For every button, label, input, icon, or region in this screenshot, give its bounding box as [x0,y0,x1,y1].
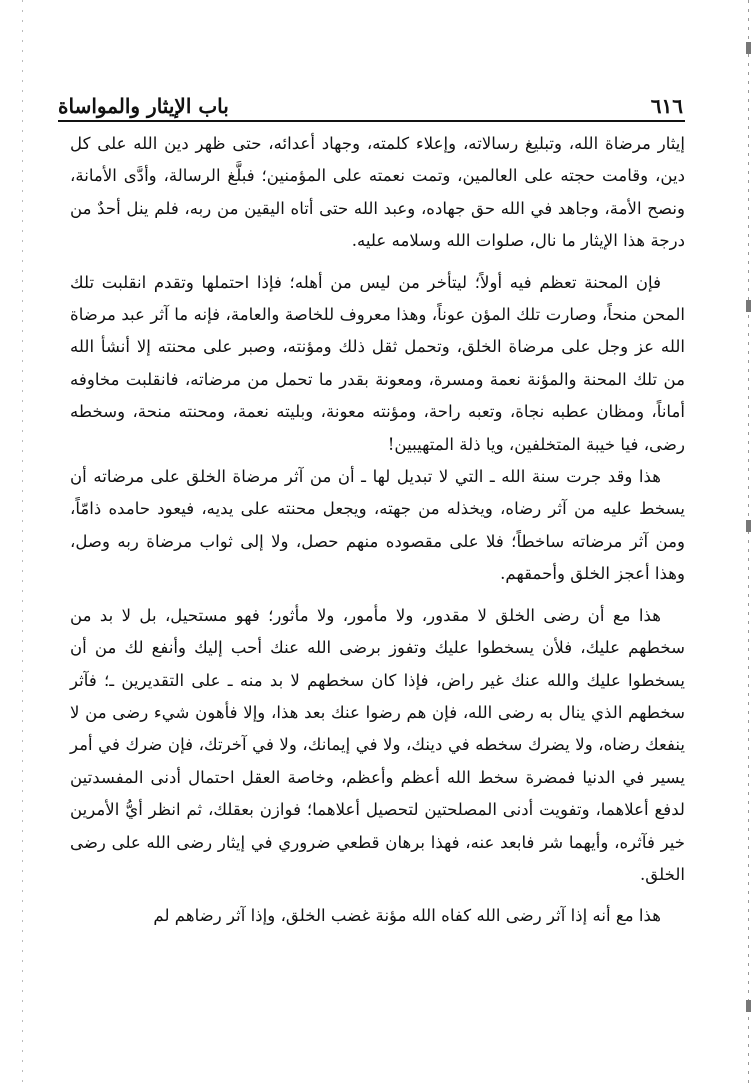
scan-edge-mark [746,1000,751,1012]
running-header [58,84,683,118]
paragraph: هذا مع أن رضى الخلق لا مقدور، ولا مأمور، ولا مأثور؛ فهو مستحيل، بل لا بد من سخطهم عليك، فلأن يسخطوا عليك وتفوز برضى الله عنك أحب إليك وأنفع لك من أن يسخطوا عليك والله عنك غير راض، فإذا كان سخطهم لا بد منه ـ على التقديرين ـ؛ فآثر سخطهم الذي ينال به رضى الله، فإن هم رضوا عنك بعد هذا، وإلا فأهون شيء رضى من لا ينفعك رضاه، ولا يضرك سخطه في دينك، ولا في إيمانك، ولا في آخرتك، فإن ضرك في أمر يسير في الدنيا فمضرة سخط الله أعظم وأعظم، وخاصة العقل احتمال أدنى المفسدتين لدفع أعلاهما، وتفويت أدنى المصلحتين لتحصيل أعلاهما؛ فوازن بعقلك، ثم انظر أيُّ الأمرين خير فآثره، وأيهما شر فابعد عنه، فهذا برهان قطعي ضروري في إيثار رضى الله على رضى الخلق. [70,605,685,884]
chapter-title: باب الإيثار والمواساة [58,94,229,118]
paragraph: هذا وقد جرت سنة الله ـ التي لا تبديل لها ـ أن من آثر مرضاة الخلق على مرضاته أن يسخط عليه من آثر رضاه، ويخذله من جهته، ويجعل محنته على يديه، فيعود حامده ذامّاً، ومن آثر مرضاته ساخطاً؛ فلا على مقصوده منهم حصل، ولا إلى ثواب مرضاة ربه وصل، وهذا أعجز الخلق وأحمقهم. [70,467,685,584]
paragraph: إيثار مرضاة الله، وتبليغ رسالاته، وإعلاء كلمته، وجهاد أعدائه، حتى ظهر دين الله على كل دين، وقامت حجته على العالمين، وتمت نعمته على المؤمنين؛ فبلَّغ الرسالة، وأدَّى الأمانة، ونصح الأمة، وجاهد في الله حق جهاده، وعبد الله حتى أتاه اليقين من ربه، فلم ينل أحدٌ من درجة هذا الإيثار ما نال، صلوات الله وسلامه عليه. [70,134,685,251]
paragraph: هذا مع أنه إذا آثر رضى الله كفاه الله مؤنة غضب الخلق، وإذا آثر رضاهم لم [153,906,661,926]
scan-edge-mark [746,520,751,532]
scan-edge-left [22,0,23,1086]
scan-edge-mark [746,300,751,312]
scan-edge-mark [746,42,751,54]
page-body [70,128,685,933]
page-number: ٦١٦ [650,94,683,118]
header-rule [58,120,685,122]
scan-edge-right [748,0,749,1086]
paragraph: فإن المحنة تعظم فيه أولاً؛ ليتأخر من ليس من أهله؛ فإذا احتملها وتقدم انقلبت تلك المحن منحاً، وصارت تلك المؤن عوناً، وهذا معروف للخاصة والعامة، فإنه ما آثر عبد مرضاة الله عز وجل على مرضاة الخلق، وتحمل ثقل ذلك ومؤنته، وصبر على محنته إلا أنشأ الله من تلك المحنة والمؤنة نعمة ومسرة، ومعونة بقدر ما تحمل من مرضاته، فانقلبت مخاوفه أماناً، ومظان عطبه نجاة، وتعبه راحة، ومؤنته معونة، وبليته نعمة، ومحنته منحة، وسخطه رضى، فيا خيبة المتخلفين، ويا ذلة المتهيبين! [70,272,685,454]
